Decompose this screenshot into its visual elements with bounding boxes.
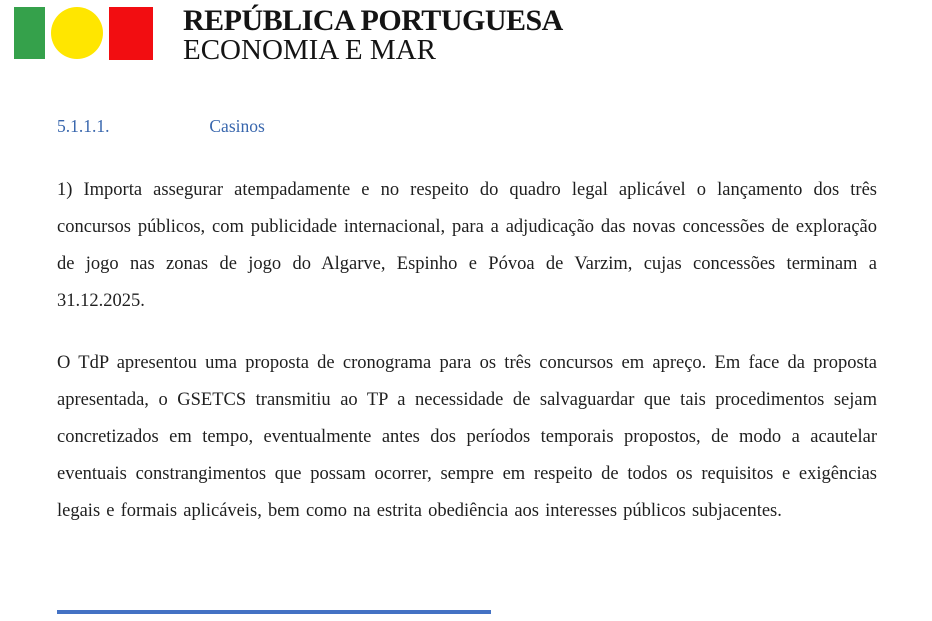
wordmark-title: REPÚBLICA PORTUGUESA [183,4,563,37]
logo-yellow-circle-icon [51,7,103,59]
section-number: 5.1.1.1. [57,116,110,136]
government-header [14,6,563,65]
logo-green-rectangle-icon [14,7,45,59]
government-wordmark [183,6,563,65]
footer-divider-rule [57,610,491,614]
logo-red-square-icon [109,7,153,60]
paragraph-1: 1) Importa assegurar atempadamente e no respeito do quadro legal aplicável o lançamento dos três concursos públicos, com publicidade internacional, para a adjudicação das novas concessões de exploração de jogo nas zonas de jogo do Algarve, Espinho e Póvoa de Varzim, cujas concessões terminam a 31.12.2025. [57,180,877,311]
wordmark-subtitle: ECONOMIA E MAR [183,34,436,66]
portugal-gov-logo-icon [14,6,153,60]
section-title: Casinos [209,116,265,136]
section-heading [57,116,265,137]
paragraph-2: O TdP apresentou uma proposta de cronograma para os três concursos em apreço. Em face da proposta apresentada, o GSETCS transmitiu ao TP a necessidade de salvaguardar que tais procedimentos sejam concretizados em tempo, eventualmente antes dos períodos temporais propostos, de modo a acautelar eventuais constrangimentos que possam ocorrer, sempre em respeito de todos os requisitos e exigências legais e formais aplicáveis, bem como na estrita obediência aos interesses públicos subjacentes. [57,353,877,521]
